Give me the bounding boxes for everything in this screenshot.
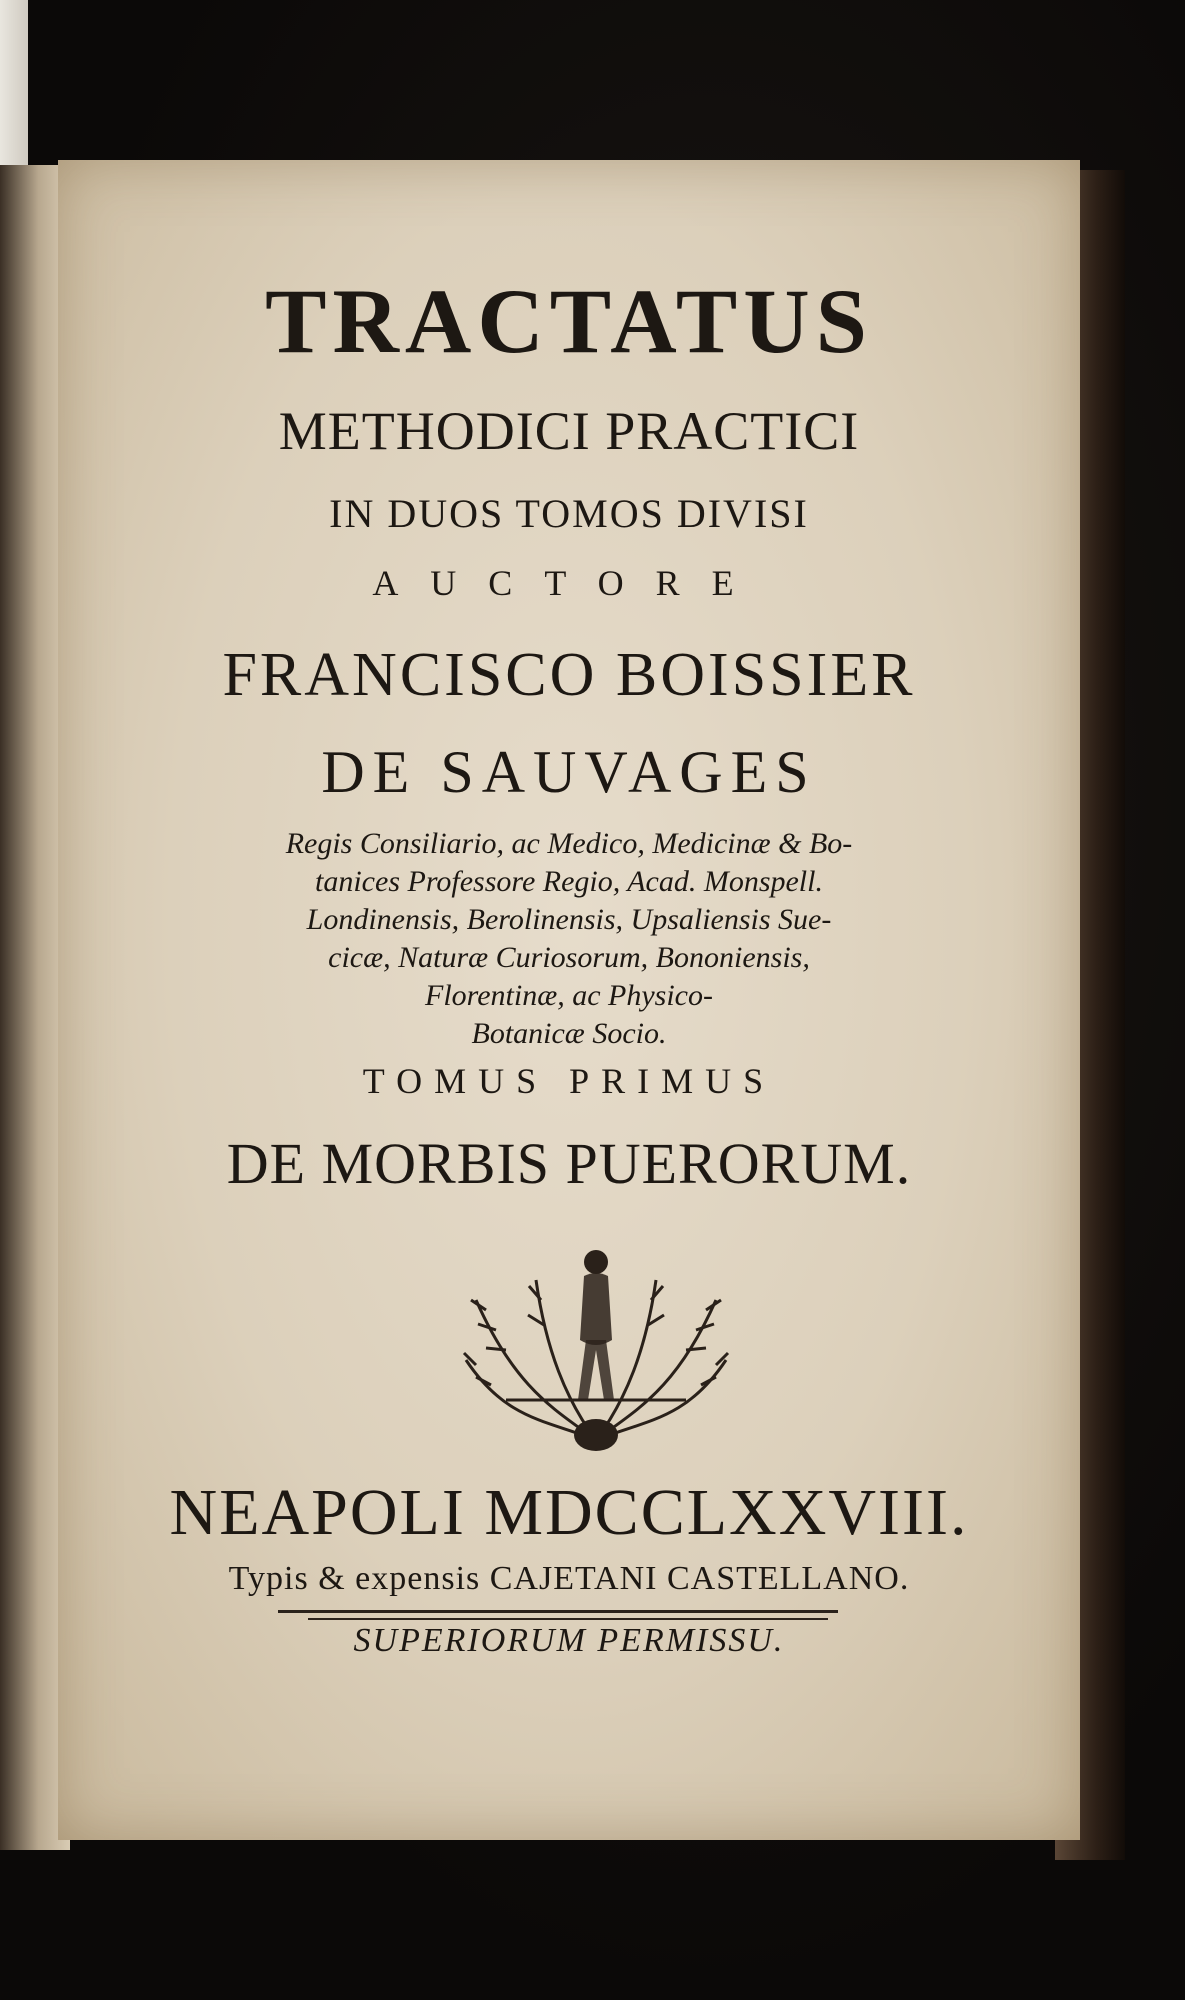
author-credentials-line: Londinensis, Berolinensis, Upsaliensis Sue- [306, 903, 832, 936]
divider-rule [308, 1618, 828, 1620]
auctore-label: AUCTORE [372, 563, 766, 603]
title-page [58, 160, 1080, 1840]
author-credentials-line: Regis Consiliario, ac Medico, Medicinæ & Bo- [285, 827, 853, 860]
imprint-printer: Typis & expensis CAJETANI CASTELLANO. [228, 1560, 910, 1597]
bookmark-slip [0, 0, 28, 165]
author-credentials-line: tanices Professore Regio, Acad. Monspell. [315, 865, 823, 898]
subtitle-methodici: METHODICI PRACTICI [278, 401, 860, 461]
volume-title: DE MORBIS PUERORUM. [226, 1131, 912, 1196]
author-credentials-line: Botanicæ Socio. [471, 1017, 667, 1050]
subtitle-tomos: IN DUOS TOMOS DIVISI [329, 491, 809, 536]
imprint-place-date: NEAPOLI MDCCLXXVIII. [169, 1476, 969, 1549]
imprint-permission: SUPERIORUM PERMISSU. [353, 1622, 785, 1659]
author-name-line-1: FRANCISCO BOISSIER [222, 641, 916, 709]
divider-rule [278, 1610, 838, 1613]
book-title: TRACTATUS [265, 270, 873, 372]
author-name-line-2: DE SAUVAGES [321, 739, 817, 805]
floral-vignette-icon [446, 1240, 746, 1470]
author-credentials-line: cicæ, Naturæ Curiosorum, Bononiensis, [328, 941, 810, 974]
volume-number: TOMUS PRIMUS [362, 1061, 776, 1101]
author-credentials-line: Florentinæ, ac Physico- [425, 979, 713, 1012]
